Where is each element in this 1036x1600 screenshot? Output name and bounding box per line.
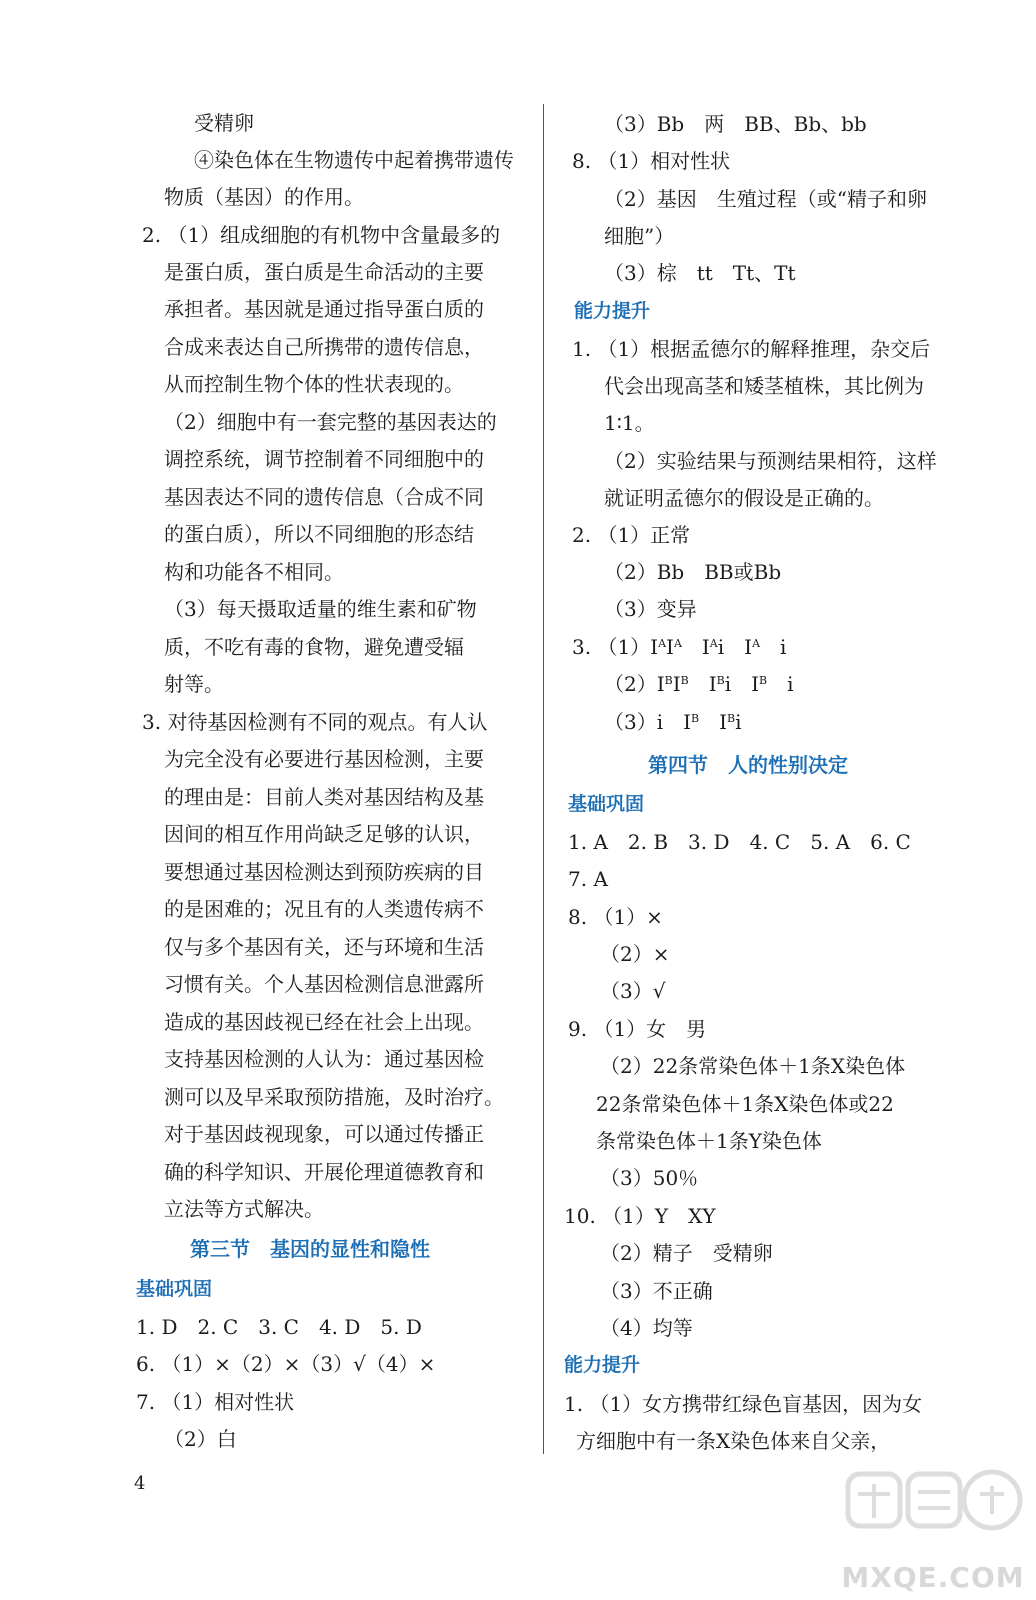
answer-line: （2）22条常染色体＋1条X染色体: [600, 1054, 906, 1078]
text-line: 合成来表达自己所携带的遗传信息，: [164, 335, 484, 359]
watermark-url: MXQE.COM: [841, 1561, 1025, 1594]
column-divider: [543, 104, 544, 1454]
watermark-logo-icon: [838, 1464, 1028, 1564]
answer-line: 8. （1）×: [568, 905, 663, 929]
text-line: 细胞”）: [604, 224, 675, 248]
text-line: 基因表达不同的遗传信息（合成不同: [164, 485, 484, 509]
answer-line: 7. （1）相对性状: [136, 1390, 295, 1414]
text-line: 习惯有关。个人基因检测信息泄露所: [164, 972, 484, 996]
text-line: 构和功能各不相同。: [164, 560, 344, 584]
text-line: （3）每天摄取适量的维生素和矿物: [164, 597, 477, 621]
sub-heading-ability: 能力提升: [564, 1354, 641, 1376]
question-2: 2. （1）正常: [572, 523, 691, 547]
question-8: 8. （1）相对性状: [572, 149, 731, 173]
answer-line: 6. （1）×（2）×（3）√（4）×: [136, 1352, 436, 1376]
section-title-4: 第四节 人的性别决定: [648, 753, 848, 777]
question-1: 1. （1）根据孟德尔的解释推理，杂交后: [572, 337, 931, 361]
sub-heading-basic: 基础巩固: [136, 1278, 213, 1300]
text-line: 就证明孟德尔的假设是正确的。: [604, 486, 884, 510]
text-line: （2）实验结果与预测结果相符，这样: [604, 449, 937, 473]
text-line: 的理由是：目前人类对基因结构及基: [164, 785, 484, 809]
text-line: 的是困难的；况且有的人类遗传病不: [164, 897, 484, 921]
question-1: 1. （1）女方携带红绿色盲基因，因为女: [564, 1392, 923, 1416]
text-line: 是蛋白质，蛋白质是生命活动的主要: [164, 260, 484, 284]
text-line: 的蛋白质），所以不同细胞的形态结: [164, 522, 474, 546]
question-2: 2. （1）组成细胞的有机物中含量最多的: [142, 223, 501, 247]
text-line: ④染色体在生物遗传中起着携带遗传: [194, 148, 514, 172]
text-line: 仅与多个基因有关，还与环境和生活: [164, 935, 484, 959]
text-line: 测可以及早采取预防措施，及时治疗。: [164, 1085, 504, 1109]
answer-line: （3）√: [600, 979, 666, 1003]
answer-line: （2）精子 受精卵: [600, 1241, 773, 1265]
watermark: [838, 1464, 1028, 1594]
text-line: 调控系统，调节控制着不同细胞中的: [164, 447, 484, 471]
text-line: 确的科学知识、开展伦理道德教育和: [164, 1160, 484, 1184]
text-line: 造成的基因歧视已经在社会上出现。: [164, 1010, 484, 1034]
question-3: 3. 对待基因检测有不同的观点。有人认: [142, 710, 488, 734]
text-line: （3）Bb 两 BB、Bb、bb: [604, 112, 867, 136]
text-line: 1∶1。: [604, 411, 655, 435]
text-line: 要想通过基因检测达到预防疾病的目: [164, 860, 484, 884]
text-line: （2）细胞中有一套完整的基因表达的: [164, 410, 497, 434]
answer-line: （2）×: [600, 942, 670, 966]
text-line: 立法等方式解决。: [164, 1197, 324, 1221]
text-line: 代会出现高茎和矮茎植株，其比例为: [604, 374, 924, 398]
text-line: （2）Bb BB或Bb: [604, 560, 782, 584]
section-title-3: 第三节 基因的显性和隐性: [190, 1237, 430, 1261]
answer-line: 条常染色体＋1条Y染色体: [596, 1129, 822, 1153]
answer-line: 7. A: [568, 867, 608, 891]
text-line: 受精卵: [194, 111, 254, 135]
answer-line: 22条常染色体＋1条X染色体或22: [596, 1092, 894, 1116]
text-line: 因间的相互作用尚缺乏足够的认识，: [164, 822, 484, 846]
text-line: 对于基因歧视现象，可以通过传播正: [164, 1122, 484, 1146]
text-line: 射等。: [164, 672, 224, 696]
answer-line: （3）50％: [600, 1166, 699, 1190]
text-line: （3）变异: [604, 597, 697, 621]
text-line: 物质（基因）的作用。: [164, 185, 364, 209]
text-line: （2）基因 生殖过程（或“精子和卵: [604, 187, 927, 211]
page-number: 4: [134, 1473, 146, 1494]
answer-line: 10. （1）Y XY: [564, 1204, 716, 1228]
text-line: （3）棕 tt Tt、Tt: [604, 261, 796, 285]
answer-line: 1. A 2. B 3. D 4. C 5. A 6. C: [568, 830, 911, 854]
sub-heading-basic: 基础巩固: [568, 793, 645, 815]
question-3-line1: 3. $(1)I^AI^A$ $I^Ai$ $I^A$ i: [572, 635, 787, 659]
answer-line: 9. （1）女 男: [568, 1017, 707, 1041]
answer-line: （4）均等: [600, 1316, 693, 1340]
text-line: 从而控制生物个体的性状表现的。: [164, 372, 464, 396]
question-3-line3: （3）i $I^B$ $I^Bi$: [604, 710, 742, 734]
text-line: 为完全没有必要进行基因检测，主要: [164, 747, 484, 771]
sub-heading-ability: 能力提升: [574, 300, 651, 322]
text-line: 支持基因检测的人认为：通过基因检: [164, 1047, 484, 1071]
text-line: 方细胞中有一条X染色体来自父亲，: [576, 1429, 891, 1453]
answer-line: 1. D 2. C 3. C 4. D 5. D: [136, 1315, 422, 1339]
answer-line: （2）白: [164, 1427, 237, 1451]
text-line: 承担者。基因就是通过指导蛋白质的: [164, 297, 484, 321]
question-3-line2: $(2)I^BI^B$ $I^Bi$ $I^B$ i: [604, 672, 794, 696]
answer-line: （3）不正确: [600, 1279, 713, 1303]
text-line: 质，不吃有毒的食物，避免遭受辐: [164, 635, 464, 659]
